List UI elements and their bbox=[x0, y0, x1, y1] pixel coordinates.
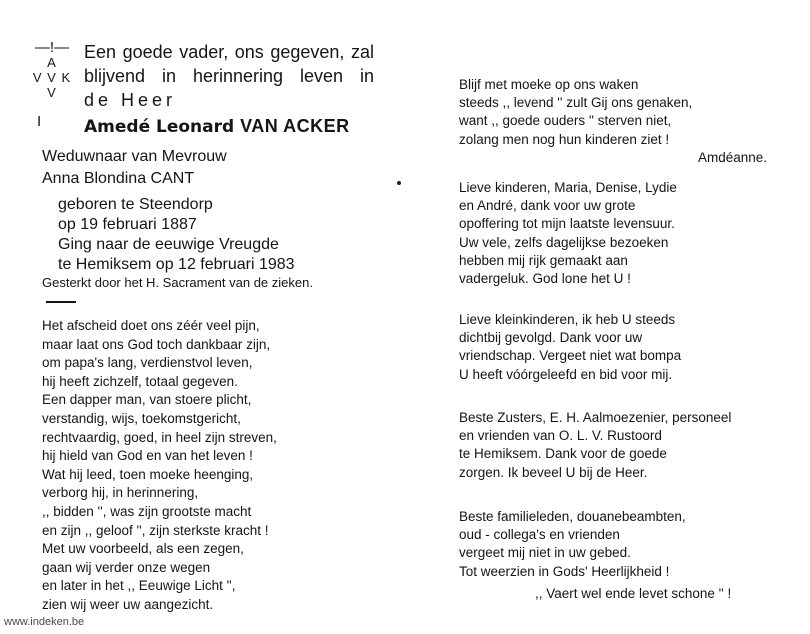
watermark: www.indeken.be bbox=[4, 616, 85, 628]
message-line: U heeft vóórgeleefd en bid voor mij. bbox=[459, 366, 673, 382]
poem-line: Een dapper man, van stoere plicht, bbox=[42, 392, 252, 408]
heading-word: goede bbox=[122, 42, 173, 62]
deceased-name bbox=[84, 116, 384, 137]
poem-line: verborg hij, in herinnering, bbox=[42, 485, 199, 501]
message-line: Tot weerzien in Gods' Heerlijkheid ! bbox=[459, 563, 670, 579]
heading-line-3: de Heer bbox=[84, 90, 177, 110]
poem-line: maar laat ons God toch dankbaar zijn, bbox=[42, 336, 271, 352]
poem-line: Wat hij leed, toen moeke heenging, bbox=[42, 466, 254, 482]
symbol-vvk: V V K bbox=[32, 70, 72, 85]
message-line: zorgen. Ik beveel U bij de Heer. bbox=[459, 464, 648, 480]
spouse-name: Anna Blondina CANT bbox=[42, 170, 195, 187]
poem-line: Met uw voorbeeld, als een zegen, bbox=[42, 541, 244, 557]
widower-line: Weduwnaar van Mevrouw bbox=[42, 148, 227, 165]
heading-word: zal bbox=[350, 42, 374, 62]
heading-word: leven bbox=[299, 66, 344, 86]
death-place-date: te Hemiksem op 12 februari 1983 bbox=[58, 256, 295, 273]
heading-line-1 bbox=[84, 40, 374, 64]
sacrament-line: Gesterkt door het H. Sacrament van de zieken. bbox=[42, 275, 313, 290]
message-family bbox=[459, 508, 789, 581]
message-children bbox=[459, 179, 789, 288]
message-line: te Hemiksem. Dank voor de goede bbox=[459, 446, 667, 462]
message-line: dichtbij gevolgd. Dank voor uw bbox=[459, 330, 643, 346]
heading-word: ons bbox=[234, 42, 264, 62]
poem-line: ,, bidden '', was zijn grootste macht bbox=[42, 503, 252, 519]
heading-line-2 bbox=[84, 64, 374, 88]
poem-line: gaan wij verder onze wegen bbox=[42, 559, 211, 575]
message-parents bbox=[459, 76, 789, 167]
message-line: vadergeluk. God lone het U ! bbox=[459, 271, 631, 287]
closing-line: ,, Vaert wel ende levet schone '' ! bbox=[535, 586, 732, 601]
poem bbox=[42, 317, 342, 615]
symbol-bar: I bbox=[37, 113, 43, 130]
poem-line: en zijn ,, geloof '', zijn sterkste kracht ! bbox=[42, 522, 269, 538]
heading-word: vader, bbox=[179, 42, 229, 62]
heading-text bbox=[84, 40, 374, 112]
symbol-a: A bbox=[47, 55, 57, 70]
death-line: Ging naar de eeuwige Vreugde bbox=[58, 236, 279, 253]
message-line: Lieve kinderen, Maria, Denise, Lydie bbox=[459, 180, 677, 195]
heading-word: herinnering bbox=[192, 66, 284, 86]
birth-date: op 19 februari 1887 bbox=[58, 216, 197, 233]
message-line: Lieve kleinkinderen, ik heb U steeds bbox=[459, 312, 676, 327]
message-line: hebben mij rijk gemaakt aan bbox=[459, 252, 628, 268]
divider bbox=[46, 301, 76, 303]
poem-line: en later in het ,, Eeuwige Licht '', bbox=[42, 578, 236, 594]
heading-word: in bbox=[359, 66, 374, 86]
deceased-surname: VAN ACKER bbox=[240, 116, 350, 136]
poem-line: hij heeft zichzelf, totaal gegeven. bbox=[42, 373, 238, 389]
cross-symbol-block bbox=[24, 40, 80, 129]
message-line: Beste Zusters, E. H. Aalmoezenier, personeel bbox=[459, 410, 732, 425]
message-line: want ,, goede ouders '' sterven niet, bbox=[459, 113, 672, 129]
poem-line: Het afscheid doet ons zéér veel pijn, bbox=[42, 318, 260, 333]
message-carers bbox=[459, 409, 789, 482]
heading-word: in bbox=[162, 66, 177, 86]
message-line: opoffering tot mijn laatste levensuur. bbox=[459, 216, 675, 232]
message-line: Blijf met moeke op ons waken bbox=[459, 77, 639, 92]
birth-place: geboren te Steendorp bbox=[58, 196, 213, 213]
widower-info bbox=[42, 146, 227, 190]
poem-line: om papa's lang, verdienstvol leven, bbox=[42, 355, 253, 371]
message-line: oud - collega's en vrienden bbox=[459, 527, 620, 543]
center-dot bbox=[397, 181, 401, 185]
heading-word: Een bbox=[84, 42, 117, 62]
heading-word: blijvend bbox=[84, 66, 146, 86]
message-line: steeds ,, levend '' zult Gij ons genaken, bbox=[459, 95, 693, 111]
message-line: vriendschap. Vergeet niet wat bompa bbox=[459, 348, 682, 364]
heading-word: gegeven, bbox=[270, 42, 345, 62]
life-dates bbox=[58, 195, 295, 275]
message-grandchildren bbox=[459, 311, 789, 384]
symbol-v: V bbox=[47, 85, 57, 100]
message-line: en vrienden van O. L. V. Rustoord bbox=[459, 428, 662, 444]
message-signature: Amdéanne. bbox=[697, 149, 767, 165]
message-line: zolang men nog hun kinderen ziet ! bbox=[459, 131, 670, 147]
deceased-given-names: Amedé Leonard bbox=[84, 117, 235, 137]
message-line: Uw vele, zelfs dagelijkse bezoeken bbox=[459, 234, 669, 250]
message-line: vergeet mij niet in uw gebed. bbox=[459, 545, 631, 561]
poem-line: rechtvaardig, goed, in heel zijn streven, bbox=[42, 429, 277, 445]
poem-line: verstandig, wijs, toekomstgericht, bbox=[42, 410, 241, 426]
poem-line: zien wij weer uw aangezicht. bbox=[42, 596, 214, 612]
poem-line: hij hield van God en van het leven ! bbox=[42, 448, 253, 464]
cross-line: —!— bbox=[34, 39, 70, 56]
message-line: Beste familieleden, douanebeambten, bbox=[459, 509, 686, 524]
message-line: en André, dank voor uw grote bbox=[459, 198, 636, 214]
